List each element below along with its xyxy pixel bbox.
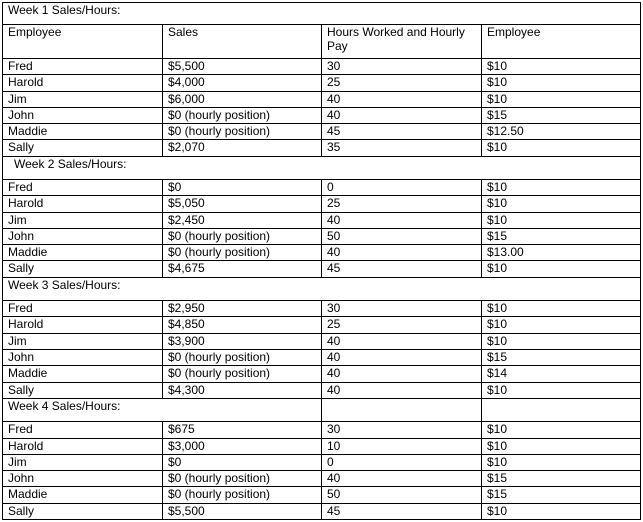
- sales-cell: $4,300: [163, 382, 322, 398]
- column-header-hours-pay: Hours Worked and Hourly Pay: [322, 25, 482, 59]
- sales-cell: $675: [163, 422, 322, 438]
- table-row: [3, 333, 641, 349]
- pay-cell: $15: [482, 228, 641, 244]
- employee-cell: John: [3, 107, 163, 123]
- table-row: [3, 438, 641, 454]
- column-header-row: [3, 25, 641, 59]
- pay-cell: $10: [482, 140, 641, 156]
- table-row: [3, 349, 641, 365]
- pay-cell: $14: [482, 366, 641, 382]
- employee-cell: Harold: [3, 438, 163, 454]
- hours-cell: 40: [322, 382, 482, 398]
- hours-cell: 40: [322, 212, 482, 228]
- pay-cell: $10: [482, 212, 641, 228]
- pay-cell: $10: [482, 382, 641, 398]
- pay-cell: $15: [482, 349, 641, 365]
- pay-cell: $10: [482, 301, 641, 317]
- sales-cell: $0 (hourly position): [163, 228, 322, 244]
- table-row: [3, 58, 641, 74]
- table-row: [3, 212, 641, 228]
- pay-cell: $10: [482, 58, 641, 74]
- hours-cell: 30: [322, 301, 482, 317]
- hours-cell: 40: [322, 107, 482, 123]
- pay-cell: $10: [482, 317, 641, 333]
- hours-cell: 40: [322, 349, 482, 365]
- hours-cell: 40: [322, 91, 482, 107]
- empty-cell: [322, 398, 482, 421]
- pay-cell: $10: [482, 91, 641, 107]
- hours-cell: 40: [322, 366, 482, 382]
- employee-cell: Fred: [3, 180, 163, 196]
- table-row: [3, 245, 641, 261]
- sales-cell: $4,675: [163, 261, 322, 277]
- table-row: [3, 454, 641, 470]
- employee-cell: Maddie: [3, 487, 163, 503]
- hours-cell: 45: [322, 503, 482, 519]
- hours-cell: 45: [322, 261, 482, 277]
- employee-cell: Sally: [3, 503, 163, 519]
- hours-cell: 40: [322, 245, 482, 261]
- week-title: Week 2 Sales/Hours:: [3, 156, 641, 179]
- table-row: [3, 180, 641, 196]
- employee-cell: John: [3, 349, 163, 365]
- week-title-row: [3, 156, 641, 179]
- week-title-row: [3, 398, 641, 421]
- hours-cell: 25: [322, 196, 482, 212]
- pay-cell: $13.00: [482, 245, 641, 261]
- hours-cell: 0: [322, 454, 482, 470]
- hours-cell: 50: [322, 228, 482, 244]
- hours-cell: 30: [322, 422, 482, 438]
- employee-cell: Fred: [3, 301, 163, 317]
- sales-cell: $0: [163, 454, 322, 470]
- pay-cell: $10: [482, 196, 641, 212]
- table-row: [3, 503, 641, 519]
- pay-cell: $10: [482, 75, 641, 91]
- sales-cell: $2,070: [163, 140, 322, 156]
- employee-cell: Harold: [3, 317, 163, 333]
- sales-cell: $0 (hourly position): [163, 366, 322, 382]
- table-row: [3, 140, 641, 156]
- pay-cell: $10: [482, 333, 641, 349]
- sales-cell: $0 (hourly position): [163, 349, 322, 365]
- table-row: [3, 228, 641, 244]
- hours-cell: 30: [322, 58, 482, 74]
- sales-cell: $3,900: [163, 333, 322, 349]
- table-row: [3, 487, 641, 503]
- employee-cell: Maddie: [3, 366, 163, 382]
- sales-cell: $2,450: [163, 212, 322, 228]
- hours-cell: 40: [322, 471, 482, 487]
- sales-cell: $4,000: [163, 75, 322, 91]
- pay-cell: $12.50: [482, 124, 641, 140]
- table-row: [3, 261, 641, 277]
- pay-cell: $15: [482, 107, 641, 123]
- employee-cell: Maddie: [3, 124, 163, 140]
- table-row: [3, 366, 641, 382]
- hours-cell: 35: [322, 140, 482, 156]
- sales-cell: $0 (hourly position): [163, 471, 322, 487]
- table-row: [3, 196, 641, 212]
- employee-cell: Fred: [3, 58, 163, 74]
- table-row: [3, 471, 641, 487]
- sales-cell: $0 (hourly position): [163, 245, 322, 261]
- sales-cell: $0 (hourly position): [163, 124, 322, 140]
- employee-cell: Fred: [3, 422, 163, 438]
- hours-cell: 0: [322, 180, 482, 196]
- sales-hours-table: [2, 2, 641, 520]
- employee-cell: Jim: [3, 454, 163, 470]
- table-row: [3, 301, 641, 317]
- week-title: Week 4 Sales/Hours:: [3, 398, 322, 421]
- hours-cell: 45: [322, 124, 482, 140]
- week-title: Week 1 Sales/Hours:: [3, 3, 641, 25]
- week-title-row: [3, 277, 641, 300]
- pay-cell: $10: [482, 438, 641, 454]
- hours-cell: 25: [322, 75, 482, 91]
- hours-cell: 25: [322, 317, 482, 333]
- sales-cell: $4,850: [163, 317, 322, 333]
- table-row: [3, 75, 641, 91]
- sales-cell: $5,500: [163, 503, 322, 519]
- hours-cell: 50: [322, 487, 482, 503]
- employee-cell: Maddie: [3, 245, 163, 261]
- table-row: [3, 382, 641, 398]
- sales-cell: $2,950: [163, 301, 322, 317]
- sales-cell: $0 (hourly position): [163, 107, 322, 123]
- table-row: [3, 124, 641, 140]
- pay-cell: $10: [482, 261, 641, 277]
- employee-cell: Sally: [3, 140, 163, 156]
- table-row: [3, 107, 641, 123]
- pay-cell: $10: [482, 503, 641, 519]
- table-row: [3, 317, 641, 333]
- employee-cell: Jim: [3, 91, 163, 107]
- column-header-employee-pay: Employee: [482, 25, 641, 59]
- sales-cell: $0: [163, 180, 322, 196]
- sales-cell: $5,500: [163, 58, 322, 74]
- empty-cell: [482, 398, 641, 421]
- employee-cell: John: [3, 471, 163, 487]
- sales-cell: $3,000: [163, 438, 322, 454]
- employee-cell: Sally: [3, 382, 163, 398]
- hours-cell: 10: [322, 438, 482, 454]
- employee-cell: Jim: [3, 333, 163, 349]
- sales-cell: $5,050: [163, 196, 322, 212]
- employee-cell: John: [3, 228, 163, 244]
- pay-cell: $10: [482, 180, 641, 196]
- week-title-row: [3, 3, 641, 25]
- column-header-employee: Employee: [3, 25, 163, 59]
- pay-cell: $10: [482, 422, 641, 438]
- column-header-sales: Sales: [163, 25, 322, 59]
- sales-cell: $0 (hourly position): [163, 487, 322, 503]
- pay-cell: $15: [482, 487, 641, 503]
- employee-cell: Sally: [3, 261, 163, 277]
- week-title: Week 3 Sales/Hours:: [3, 277, 641, 300]
- employee-cell: Harold: [3, 75, 163, 91]
- employee-cell: Jim: [3, 212, 163, 228]
- pay-cell: $10: [482, 454, 641, 470]
- employee-cell: Harold: [3, 196, 163, 212]
- table-row: [3, 422, 641, 438]
- pay-cell: $15: [482, 471, 641, 487]
- hours-cell: 40: [322, 333, 482, 349]
- table-row: [3, 91, 641, 107]
- sales-cell: $6,000: [163, 91, 322, 107]
